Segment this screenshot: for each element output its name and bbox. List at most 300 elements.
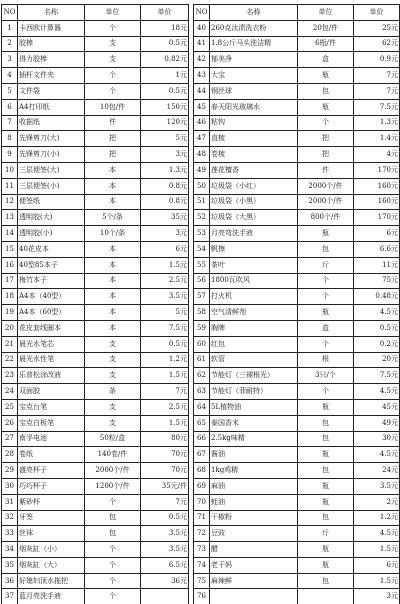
table-row xyxy=(2,463,189,479)
cell-name: 梅竹本子 xyxy=(18,273,85,289)
table-row xyxy=(2,20,189,36)
cell-unit: 包 xyxy=(298,83,354,99)
header-price: 单价 xyxy=(354,5,400,21)
cell-price: 35元 xyxy=(141,210,189,226)
cell-no: 45 xyxy=(194,99,210,115)
cell-no: 2 xyxy=(2,36,18,52)
cell-name: 钢丝球 xyxy=(210,83,298,99)
cell-price: 7.5元 xyxy=(354,368,400,384)
cell-unit: 把 xyxy=(298,131,354,147)
cell-name: 卷梳 xyxy=(210,147,298,163)
table-row xyxy=(194,415,400,431)
cell-price: 1元 xyxy=(141,68,189,84)
cell-unit: 本 xyxy=(85,194,141,210)
cell-no: 11 xyxy=(2,178,18,194)
cell-price: 6.5元 xyxy=(141,557,189,573)
cell-no: 49 xyxy=(194,162,210,178)
cell-name: 麻辣鲜 xyxy=(210,573,298,589)
cell-name: 茶叶 xyxy=(210,257,298,273)
cell-price: 3元 xyxy=(141,226,189,242)
cell-name: 紫砂杯 xyxy=(18,494,85,510)
cell-no: 28 xyxy=(2,447,18,463)
header-name: 名称 xyxy=(18,5,85,21)
cell-unit: 斤 xyxy=(298,257,354,273)
cell-no: 36 xyxy=(2,573,18,589)
header-name: 名称 xyxy=(210,5,298,21)
cell-no: 7 xyxy=(2,115,18,131)
table-row xyxy=(2,147,189,163)
table-row xyxy=(194,83,400,99)
cell-price: 3元 xyxy=(354,589,400,604)
table-row xyxy=(194,147,400,163)
cell-unit: 2000个/件 xyxy=(298,194,354,210)
cell-unit: 瓶 xyxy=(298,99,354,115)
cell-name: 帆擦 xyxy=(210,241,298,257)
cell-unit: 瓶 xyxy=(298,68,354,84)
cell-name: 好媳妇顶水拖把 xyxy=(18,573,85,589)
cell-no: 8 xyxy=(2,131,18,147)
cell-unit: 本 xyxy=(85,273,141,289)
cell-no: 37 xyxy=(2,589,18,604)
cell-name: 丝袜 xyxy=(18,526,85,542)
cell-name: 花皮套线圈本 xyxy=(18,320,85,336)
cell-price: 1.5元 xyxy=(141,368,189,384)
cell-unit: 瓶 xyxy=(298,557,354,573)
cell-name: 5L植物油 xyxy=(210,399,298,415)
table-row xyxy=(194,52,400,68)
cell-unit: 支 xyxy=(85,352,141,368)
cell-no: 66 xyxy=(194,431,210,447)
cell-name: 宝克台笔 xyxy=(18,399,85,415)
cell-price: 49元 xyxy=(354,415,400,431)
table-header-row xyxy=(2,5,189,21)
table-row xyxy=(2,384,189,400)
cell-price: 170元 xyxy=(354,162,400,178)
table-row xyxy=(2,526,189,542)
cell-name: 豆豉 xyxy=(210,526,298,542)
cell-price: 36元 xyxy=(141,573,189,589)
cell-price: 2元 xyxy=(354,494,400,510)
table-row xyxy=(194,131,400,147)
cell-no: 74 xyxy=(194,557,210,573)
cell-price: 11元 xyxy=(354,257,400,273)
cell-unit: 个 xyxy=(85,494,141,510)
cell-price: 4.5元 xyxy=(354,384,400,400)
cell-unit: 个 xyxy=(85,83,141,99)
cell-no: 53 xyxy=(194,226,210,242)
cell-unit: 瓶 xyxy=(298,399,354,415)
table-row xyxy=(194,447,400,463)
cell-unit: 50粒/盒 xyxy=(85,431,141,447)
cell-name: 节能灯（三褪根光） xyxy=(210,368,298,384)
table-row xyxy=(2,494,189,510)
cell-name: 春天阳光玻璃水 xyxy=(210,99,298,115)
table-row xyxy=(194,20,400,36)
cell-unit: 斤 xyxy=(298,526,354,542)
cell-price: 4元 xyxy=(354,147,400,163)
table-row xyxy=(194,289,400,305)
cell-price: 3.5元 xyxy=(141,289,189,305)
cell-unit: 瓶 xyxy=(298,542,354,558)
cell-name: 晨光水笔芯 xyxy=(18,336,85,352)
cell-no: 43 xyxy=(194,68,210,84)
table-row xyxy=(194,115,400,131)
cell-name: 收据纸 xyxy=(18,115,85,131)
table-row xyxy=(194,589,400,604)
cell-price: 3元 xyxy=(141,147,189,163)
cell-unit: 包 xyxy=(298,415,354,431)
cell-name: A4本（40型） xyxy=(18,289,85,305)
table-row xyxy=(194,194,400,210)
cell-unit: 个 xyxy=(85,20,141,36)
cell-no: 16 xyxy=(2,257,18,273)
cell-name: 260克汰渍洗衣粉 xyxy=(210,20,298,36)
cell-name: 文件袋 xyxy=(18,83,85,99)
table-row xyxy=(2,368,189,384)
cell-no: 70 xyxy=(194,494,210,510)
price-table-right xyxy=(193,4,400,604)
cell-no: 35 xyxy=(2,557,18,573)
cell-price: 24元 xyxy=(354,463,400,479)
cell-name: 1.8公斤马头洗洁精 xyxy=(210,36,298,52)
cell-unit: 2000个/件 xyxy=(85,463,141,479)
cell-price: 170元 xyxy=(354,210,400,226)
cell-name: 2.5kg味精 xyxy=(210,431,298,447)
cell-price: 6.6元 xyxy=(354,241,400,257)
cell-price: 20元 xyxy=(354,352,400,368)
cell-price: 25元 xyxy=(354,20,400,36)
cell-price: 75元 xyxy=(354,273,400,289)
cell-unit: 个 xyxy=(298,115,354,131)
cell-price: 1.4元 xyxy=(354,131,400,147)
cell-name: 直梳 xyxy=(210,131,298,147)
table-row xyxy=(2,194,189,210)
cell-price: 0.48元 xyxy=(354,289,400,305)
cell-no: 75 xyxy=(194,573,210,589)
table-row xyxy=(194,178,400,194)
cell-price: 35元/件 xyxy=(141,478,189,494)
cell-no: 40 xyxy=(194,20,210,36)
cell-price: 0.8元 xyxy=(141,194,189,210)
cell-name: 1800瓦吹风 xyxy=(210,273,298,289)
table-row xyxy=(194,463,400,479)
cell-unit: 本 xyxy=(85,289,141,305)
cell-no: 68 xyxy=(194,463,210,479)
cell-price: 5元 xyxy=(141,131,189,147)
cell-name: 1kg鸡精 xyxy=(210,463,298,479)
cell-no: 76 xyxy=(194,589,210,604)
cell-no: 58 xyxy=(194,305,210,321)
cell-no: 22 xyxy=(2,352,18,368)
table-row xyxy=(194,257,400,273)
cell-name: 卷纸 xyxy=(18,447,85,463)
cell-unit: 包 xyxy=(298,510,354,526)
cell-price: 1.5元 xyxy=(141,415,189,431)
cell-name: 得力胶棒 xyxy=(18,52,85,68)
cell-price: 0.2元 xyxy=(354,336,400,352)
cell-unit: 瓶 xyxy=(298,305,354,321)
table-row xyxy=(2,273,189,289)
cell-name: 便签纸 xyxy=(18,194,85,210)
cell-unit: 支 xyxy=(85,399,141,415)
cell-price: 7.5元 xyxy=(141,320,189,336)
cell-name: 粘钩 xyxy=(210,115,298,131)
cell-price: 160元 xyxy=(354,194,400,210)
cell-name: 巧巧杯子 xyxy=(18,478,85,494)
cell-price: 0.5元 xyxy=(354,320,400,336)
table-row xyxy=(2,178,189,194)
cell-name: 郁美净 xyxy=(210,52,298,68)
table-row xyxy=(2,52,189,68)
cell-no: 56 xyxy=(194,273,210,289)
cell-name: 月亮弯洗手液 xyxy=(210,226,298,242)
table-row xyxy=(2,447,189,463)
table-row xyxy=(194,352,400,368)
cell-price: 4.5元 xyxy=(354,447,400,463)
table-row xyxy=(194,494,400,510)
cell-no: 57 xyxy=(194,289,210,305)
cell-no: 29 xyxy=(2,463,18,479)
cell-price: 1.2元 xyxy=(141,352,189,368)
cell-name: 南孚电池 xyxy=(18,431,85,447)
cell-unit: 支 xyxy=(85,52,141,68)
cell-unit: 瓶 xyxy=(298,226,354,242)
cell-price: 6元 xyxy=(354,557,400,573)
cell-unit: 1200个/件 xyxy=(85,478,141,494)
cell-no: 31 xyxy=(2,494,18,510)
cell-no: 23 xyxy=(2,368,18,384)
cell-no: 18 xyxy=(2,289,18,305)
cell-name: 透明胶(大) xyxy=(18,210,85,226)
cell-price: 1.3元 xyxy=(354,115,400,131)
cell-price: 80元 xyxy=(141,431,189,447)
table-row xyxy=(194,478,400,494)
cell-no: 62 xyxy=(194,368,210,384)
cell-name: 蚝油 xyxy=(210,494,298,510)
cell-name: 双面胶 xyxy=(18,384,85,400)
table-row xyxy=(194,336,400,352)
cell-unit: 2000个/件 xyxy=(298,178,354,194)
cell-name: 先锋剪刀(小) xyxy=(18,147,85,163)
cell-unit: 包 xyxy=(298,241,354,257)
cell-unit: 本 xyxy=(85,162,141,178)
cell-name: 烟灰缸（大） xyxy=(18,557,85,573)
cell-unit: 瓶 xyxy=(298,478,354,494)
cell-price xyxy=(141,589,189,604)
cell-no: 10 xyxy=(2,162,18,178)
cell-name: 空气清鲜剂 xyxy=(210,305,298,321)
cell-name: 三层便签(小) xyxy=(18,178,85,194)
cell-price: 7元 xyxy=(141,384,189,400)
cell-price: 0.8元 xyxy=(141,178,189,194)
cell-unit: 个 xyxy=(298,336,354,352)
cell-name: 节能灯（菲耐特） xyxy=(210,384,298,400)
cell-unit: 把 xyxy=(85,147,141,163)
cell-price: 6元 xyxy=(141,241,189,257)
table-row xyxy=(194,542,400,558)
cell-price: 7元 xyxy=(354,68,400,84)
cell-unit: 3只/个 xyxy=(298,368,354,384)
cell-name: 卡西欧计算器 xyxy=(18,20,85,36)
cell-unit: 支 xyxy=(85,336,141,352)
cell-no: 55 xyxy=(194,257,210,273)
cell-no: 63 xyxy=(194,384,210,400)
cell-no: 64 xyxy=(194,399,210,415)
table-row xyxy=(2,289,189,305)
cell-unit: 个 xyxy=(298,289,354,305)
cell-price: 45元 xyxy=(354,399,400,415)
cell-price: 2.5元 xyxy=(141,273,189,289)
table-row xyxy=(2,431,189,447)
table-row xyxy=(194,573,400,589)
cell-no: 3 xyxy=(2,52,18,68)
cell-price: 0.9元 xyxy=(354,52,400,68)
cell-name: 宝克白板笔 xyxy=(18,415,85,431)
cell-name: 三层便签(大) xyxy=(18,162,85,178)
cell-no: 34 xyxy=(2,542,18,558)
cell-unit: 本 xyxy=(85,241,141,257)
cell-price: 1.3元 xyxy=(141,162,189,178)
cell-no: 59 xyxy=(194,320,210,336)
cell-name: 大宝 xyxy=(210,68,298,84)
cell-name: 老干妈 xyxy=(210,557,298,573)
cell-no: 14 xyxy=(2,226,18,242)
cell-unit: 包 xyxy=(298,463,354,479)
cell-no: 17 xyxy=(2,273,18,289)
cell-unit: 本 xyxy=(85,320,141,336)
cell-no: 69 xyxy=(194,478,210,494)
cell-name: 先锋剪刀(大) xyxy=(18,131,85,147)
header-no: NO xyxy=(2,5,18,21)
cell-unit: 包 xyxy=(85,526,141,542)
header-price: 单价 xyxy=(141,5,189,21)
table-row xyxy=(2,83,189,99)
cell-name: 蓝月亮洗手液 xyxy=(18,589,85,604)
cell-price: 5元 xyxy=(141,305,189,321)
header-no: NO xyxy=(194,5,210,21)
table-row xyxy=(194,99,400,115)
cell-no: 61 xyxy=(194,352,210,368)
table-row xyxy=(2,241,189,257)
cell-unit: 800个/件 xyxy=(298,210,354,226)
cell-unit: 根 xyxy=(298,352,354,368)
cell-no: 25 xyxy=(2,399,18,415)
cell-no: 67 xyxy=(194,447,210,463)
table-row xyxy=(194,241,400,257)
cell-no: 52 xyxy=(194,210,210,226)
cell-name: 插杆文件夹 xyxy=(18,68,85,84)
cell-no: 44 xyxy=(194,83,210,99)
cell-no: 32 xyxy=(2,510,18,526)
table-row xyxy=(2,320,189,336)
cell-name: 40花皮本 xyxy=(18,241,85,257)
cell-no: 50 xyxy=(194,178,210,194)
table-row xyxy=(2,210,189,226)
cell-no: 73 xyxy=(194,542,210,558)
cell-no: 51 xyxy=(194,194,210,210)
table-row xyxy=(2,115,189,131)
table-row xyxy=(2,36,189,52)
cell-unit: 6瓶/件 xyxy=(298,36,354,52)
cell-no: 30 xyxy=(2,478,18,494)
cell-price: 70元 xyxy=(141,447,189,463)
cell-unit: 件 xyxy=(85,115,141,131)
cell-price: 4.5元 xyxy=(354,526,400,542)
cell-name: A4本（60型） xyxy=(18,305,85,321)
cell-price: 1.5元 xyxy=(354,573,400,589)
table-row xyxy=(194,36,400,52)
cell-no: 65 xyxy=(194,415,210,431)
table-row xyxy=(194,305,400,321)
cell-unit: 支 xyxy=(85,415,141,431)
cell-unit: 个 xyxy=(85,557,141,573)
cell-no: 41 xyxy=(194,36,210,52)
cell-no: 21 xyxy=(2,336,18,352)
table-row xyxy=(2,336,189,352)
cell-no: 48 xyxy=(194,147,210,163)
cell-price: 120元 xyxy=(141,115,189,131)
table-row xyxy=(2,478,189,494)
table-row xyxy=(2,305,189,321)
cell-no: 13 xyxy=(2,210,18,226)
table-row xyxy=(194,557,400,573)
cell-unit: 条 xyxy=(85,384,141,400)
cell-price: 1.5元 xyxy=(354,542,400,558)
cell-price: 7元 xyxy=(354,83,400,99)
cell-price: 0.5元 xyxy=(141,510,189,526)
cell-price: 18元 xyxy=(141,20,189,36)
cell-name: 胶棒 xyxy=(18,36,85,52)
cell-name: 莲花檀香 xyxy=(210,162,298,178)
cell-name: 盛亮杯子 xyxy=(18,463,85,479)
cell-unit: 支 xyxy=(85,368,141,384)
table-row xyxy=(2,257,189,273)
cell-unit: 20包/件 xyxy=(298,20,354,36)
table-row xyxy=(194,368,400,384)
cell-unit: 个 xyxy=(298,384,354,400)
cell-unit: 10个/条 xyxy=(85,226,141,242)
table-row xyxy=(194,510,400,526)
table-row xyxy=(194,226,400,242)
table-row xyxy=(194,210,400,226)
cell-no: 4 xyxy=(2,68,18,84)
cell-no: 27 xyxy=(2,431,18,447)
cell-price: 0.5元 xyxy=(141,36,189,52)
cell-price: 3.5元 xyxy=(354,478,400,494)
table-row xyxy=(194,526,400,542)
cell-no: 5 xyxy=(2,83,18,99)
cell-no: 54 xyxy=(194,241,210,257)
cell-name: 麻油 xyxy=(210,478,298,494)
table-row xyxy=(2,131,189,147)
table-row xyxy=(194,68,400,84)
cell-price: 0.5元 xyxy=(141,83,189,99)
cell-price: 160元 xyxy=(354,178,400,194)
cell-name: 酱油 xyxy=(210,447,298,463)
cell-name: 垃圾袋（小红） xyxy=(210,178,298,194)
cell-no: 60 xyxy=(194,336,210,352)
cell-price: 7.5元 xyxy=(354,99,400,115)
cell-unit: 把 xyxy=(85,131,141,147)
cell-no: 1 xyxy=(2,20,18,36)
table-row xyxy=(2,226,189,242)
price-table-left xyxy=(1,4,189,604)
cell-unit: 5个/条 xyxy=(85,210,141,226)
table-row xyxy=(2,68,189,84)
cell-price: 3.5元 xyxy=(141,526,189,542)
table-row xyxy=(2,542,189,558)
table-row xyxy=(2,589,189,604)
